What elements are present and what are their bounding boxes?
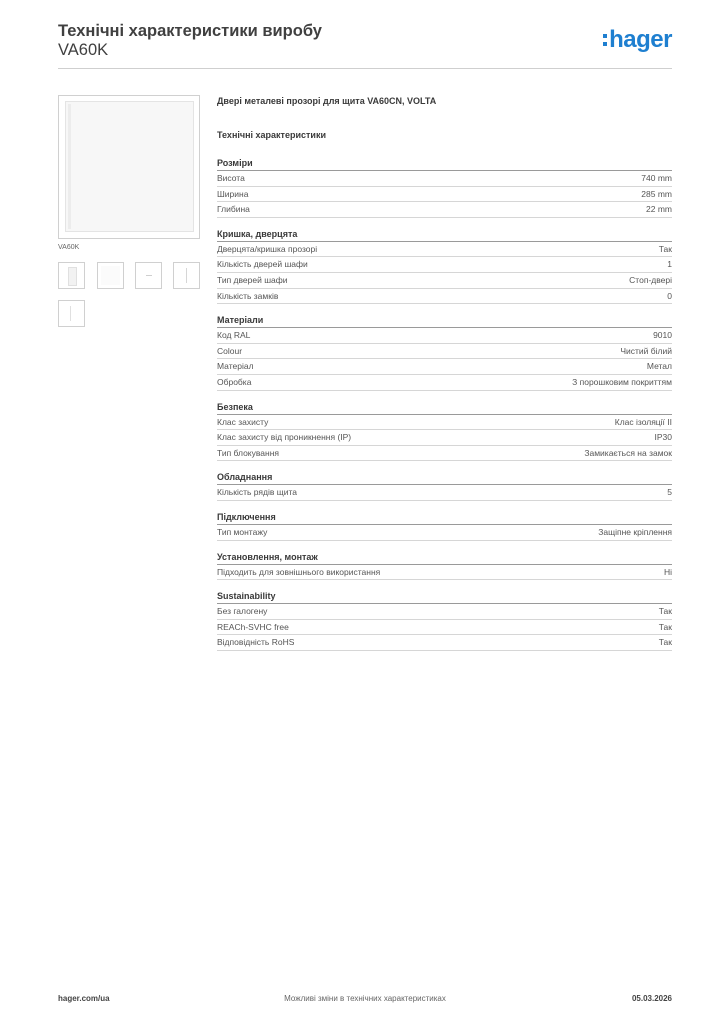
spec-label: Colour — [217, 345, 243, 356]
spec-row — [217, 344, 672, 360]
spec-row — [217, 242, 672, 258]
document-header — [58, 20, 672, 68]
spec-value: Ні — [663, 566, 672, 577]
spec-value: IP30 — [654, 432, 672, 443]
spec-section — [217, 510, 672, 541]
spec-value: 22 mm — [646, 204, 672, 215]
spec-value: Стоп-двері — [629, 274, 672, 285]
spec-label: Відповідність RoHS — [217, 637, 295, 648]
spec-row — [217, 359, 672, 375]
spec-label: Матеріал — [217, 361, 254, 372]
spec-label: Кількість дверей шафи — [217, 259, 308, 270]
spec-value: Замикається на замок — [584, 447, 672, 458]
footer-date: 05.03.2026 — [631, 994, 672, 1003]
spec-section-heading: Sustainability — [217, 589, 672, 604]
spec-row — [217, 187, 672, 203]
spec-section-heading: Обладнання — [217, 470, 672, 485]
spec-value: З порошковим покриттям — [572, 376, 672, 387]
spec-section-heading: Матеріали — [217, 313, 672, 328]
specifications-table — [217, 156, 672, 660]
spec-value: 0 — [667, 290, 672, 301]
spec-row — [217, 415, 672, 431]
specifications-title: Технічні характеристики — [217, 130, 326, 140]
thumbnail-detail[interactable] — [58, 300, 85, 327]
spec-value: 285 mm — [641, 188, 672, 199]
spec-section-heading: Кришка, дверцята — [217, 227, 672, 242]
product-name: Двері металеві прозорі для щита VA60CN, VOLTA — [217, 96, 437, 106]
spec-row — [217, 328, 672, 344]
spec-label: Клас захисту — [217, 416, 269, 427]
logo-text: hager — [609, 26, 672, 53]
spec-value: Так — [658, 637, 672, 648]
spec-label: Кількість рядів щита — [217, 487, 297, 498]
spec-value: Так — [658, 243, 672, 254]
spec-label: Глибина — [217, 204, 250, 215]
spec-row — [217, 257, 672, 273]
spec-value: Метал — [646, 361, 672, 372]
spec-value: Клас ізоляції II — [614, 416, 672, 427]
spec-section — [217, 400, 672, 462]
spec-label: Обробка — [217, 376, 252, 387]
spec-label: Клас захисту від проникнення (IP) — [217, 432, 352, 443]
spec-row — [217, 485, 672, 501]
door-illustration — [65, 101, 194, 232]
spec-value: Так — [658, 606, 672, 617]
spec-section — [217, 550, 672, 581]
spec-label: Підходить для зовнішнього використання — [217, 566, 381, 577]
spec-row — [217, 171, 672, 187]
spec-row — [217, 446, 672, 462]
spec-section-heading: Підключення — [217, 510, 672, 525]
logo-dots-icon — [603, 32, 607, 48]
thumbnail-top[interactable] — [135, 262, 162, 289]
product-code: VA60K — [58, 41, 109, 59]
spec-row — [217, 289, 672, 305]
spec-value: 1 — [667, 259, 672, 270]
spec-row — [217, 273, 672, 289]
product-main-image[interactable] — [58, 95, 200, 239]
spec-label: Висота — [217, 173, 245, 183]
spec-label: Код RAL — [217, 330, 251, 341]
spec-section — [217, 156, 672, 218]
spec-label: Без галогену — [217, 606, 268, 617]
document-title: Технічні характеристики виробу — [58, 22, 322, 40]
spec-row — [217, 635, 672, 651]
spec-value: 9010 — [653, 330, 672, 341]
spec-section — [217, 589, 672, 651]
spec-section-heading: Розміри — [217, 156, 672, 171]
spec-value: Чистий білий — [620, 345, 672, 356]
spec-section — [217, 470, 672, 501]
spec-value: 5 — [667, 487, 672, 498]
spec-section-heading: Установлення, монтаж — [217, 550, 672, 565]
spec-row — [217, 565, 672, 581]
spec-section — [217, 227, 672, 304]
footer-note: Можливі зміни в технічних характеристиках — [284, 994, 446, 1003]
spec-row — [217, 525, 672, 541]
spec-section — [217, 313, 672, 390]
spec-row — [217, 375, 672, 391]
spec-label: Дверцята/кришка прозорі — [217, 243, 318, 254]
spec-label: Тип дверей шафи — [217, 274, 288, 285]
spec-value: Так — [658, 621, 672, 632]
spec-row — [217, 430, 672, 446]
hager-logo — [603, 26, 672, 54]
spec-label: Кількість замків — [217, 290, 279, 301]
spec-row — [217, 202, 672, 218]
spec-label: Тип монтажу — [217, 526, 268, 537]
spec-label: Ширина — [217, 188, 249, 199]
image-caption: VA60K — [58, 244, 80, 251]
spec-value: 740 mm — [641, 173, 672, 183]
footer-website-link[interactable]: hager.com/ua — [58, 994, 110, 1003]
spec-label: REACh-SVHC free — [217, 621, 289, 632]
spec-row — [217, 604, 672, 620]
thumbnail-side[interactable] — [97, 262, 124, 289]
spec-value: Защіпне кріплення — [598, 526, 672, 537]
spec-row — [217, 620, 672, 636]
spec-label: Тип блокування — [217, 447, 280, 458]
spec-section-heading: Безпека — [217, 400, 672, 415]
header-divider — [58, 68, 672, 69]
thumbnail-profile[interactable] — [173, 262, 200, 289]
thumbnail-front[interactable] — [58, 262, 85, 289]
